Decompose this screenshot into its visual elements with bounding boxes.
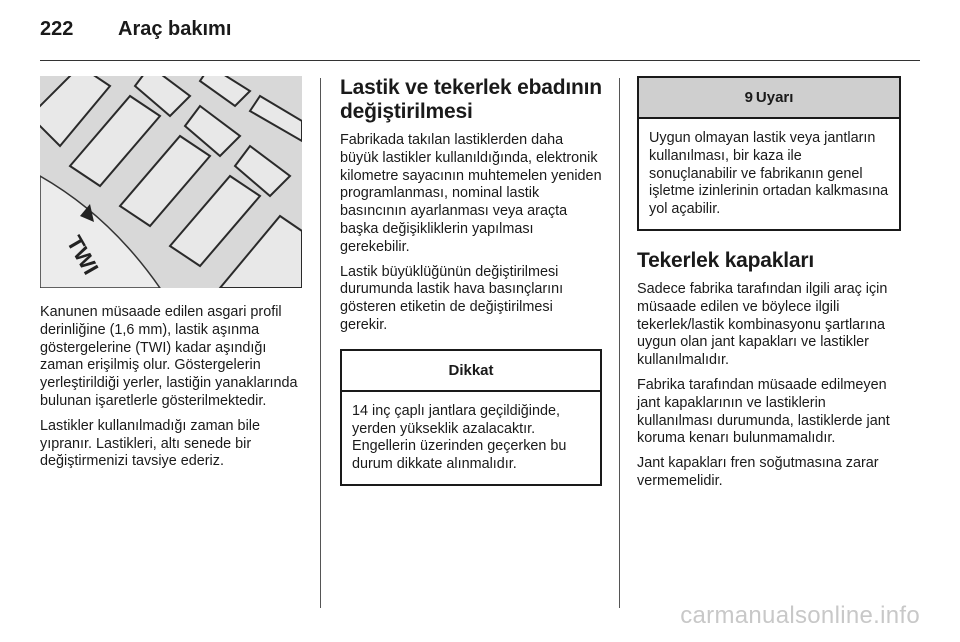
column-divider-1 xyxy=(320,78,321,608)
paragraph: Lastikler kullanılmadığı zaman bile yıpranır. Lastikleri, altı senede bir değiştirmenizi tavsiye ederiz. xyxy=(40,417,260,470)
paragraph: Fabrikada takılan lastiklerden daha büyük lastikler kullanıldığında, elektronik kilometre sayacının muhtemelen yeniden programlanması, nominal lastik basıncının ayarlanması veya araçta başka değişikliklerin yapılması gerekebilir. xyxy=(340,132,602,255)
notice-box xyxy=(340,349,602,486)
paragraph: Sadece fabrika tarafından ilgili araç için müsaade edilen ve böylece ilgili tekerlek/lastik kombinasyonu şartlarına uygun olan jant kapakları ve lastikler kullanılmalıdır. xyxy=(637,280,888,369)
column-2 xyxy=(340,76,602,500)
notice-text: 14 inç çaplı jantlara geçildiğinde, yerden yükseklik azalacaktır. Engellerin üzerinden geçerken bu durum dikkate alınmalıdır. xyxy=(352,402,567,473)
tire-tread-twi-illustration xyxy=(40,76,302,288)
warning-text: Uygun olmayan lastik veya jantların kullanılması, bir kaza ile sonuçlanabilir ve fabrikanın genel işletme izinlerinin ortadan kalkmasına yol açabilir. xyxy=(649,130,889,218)
notice-title: Dikkat xyxy=(342,351,600,392)
warning-box xyxy=(637,76,901,231)
page-header xyxy=(40,18,920,48)
paragraph: Fabrika tarafından müsaade edilmeyen jant kapaklarının ve lastiklerin kullanılması durumunda, lastiklerde jant koruma kenarı bulunmamalıdır. xyxy=(637,376,890,447)
watermark: carmanualsonline.info xyxy=(680,602,920,629)
twi-label: TWI xyxy=(61,231,104,279)
paragraph: Jant kapakları fren soğutmasına zarar vermemelidir. xyxy=(637,455,879,489)
header-rule xyxy=(40,60,920,61)
column-1 xyxy=(40,76,302,478)
column-divider-2 xyxy=(619,78,620,608)
warning-title: Uyarı xyxy=(755,89,794,106)
section-heading: Lastik ve tekerlek ebadının değiştirilmesi xyxy=(340,76,602,123)
page-number: 222 xyxy=(40,18,74,40)
section-heading: Tekerlek kapakları xyxy=(637,248,814,272)
column-3 xyxy=(637,76,901,498)
paragraph: Kanunen müsaade edilen asgari profil derinliğine (1,6 mm), lastik aşınma göstergelerine (TWI) kadar aşındığı zaman erişilmiş olur. Göstergelerin yerleştirildiği yerler, lastiğin yanaklarında bulunan işaretlerle gösterilmektedir. xyxy=(40,304,298,409)
paragraph: Lastik büyüklüğünün değiştirilmesi durumunda lastik hava basınçlarını gösteren etiketin de değiştirilmesi gerekir. xyxy=(340,263,564,333)
warning-triangle-icon: 9 xyxy=(744,89,753,106)
chapter-title: Araç bakımı xyxy=(118,18,232,40)
warning-header xyxy=(639,78,899,119)
